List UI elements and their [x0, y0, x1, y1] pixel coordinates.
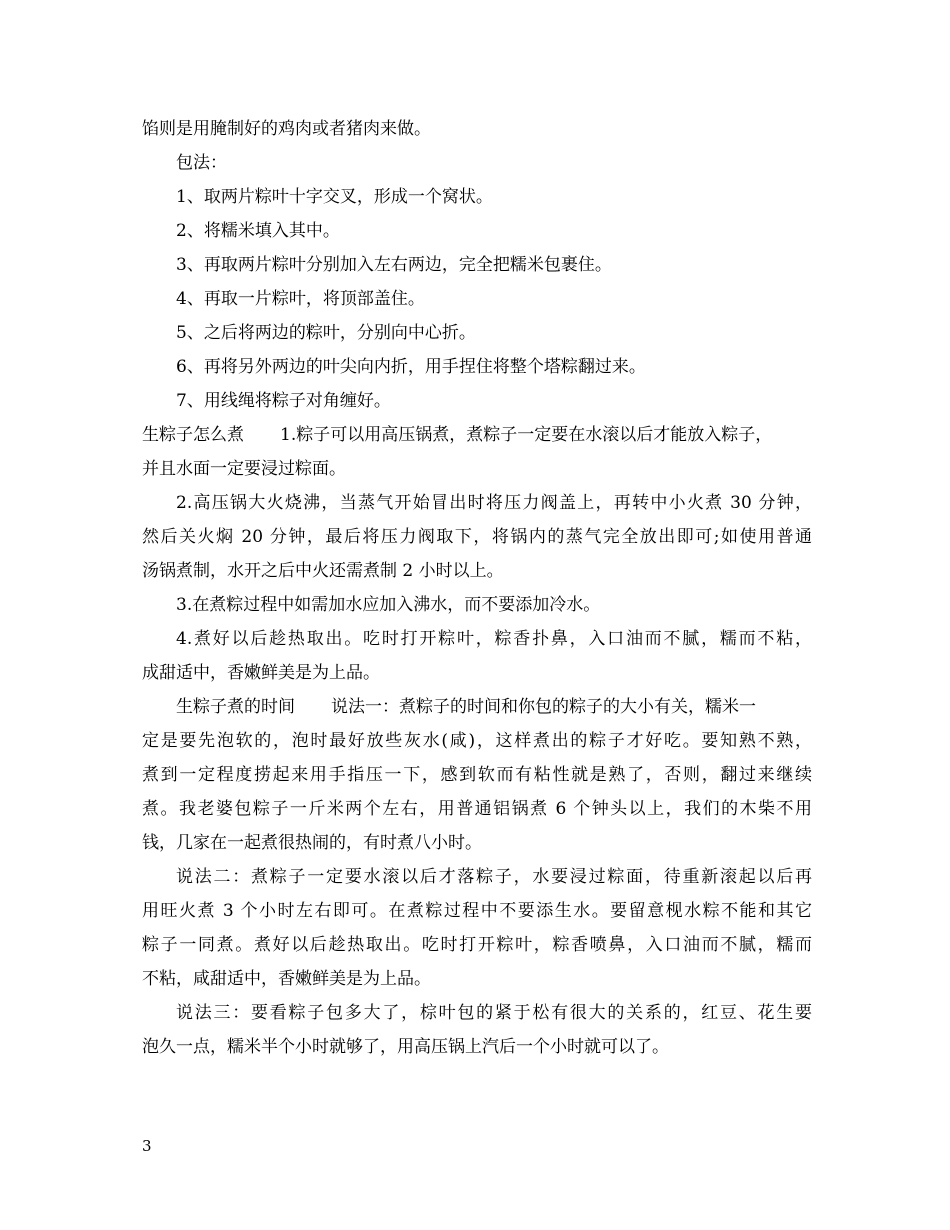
- paragraph-line: 定是要先泡软的，泡时最好放些灰水(咸)，这样煮出的粽子才好吃。要知熟不熟，: [142, 731, 812, 751]
- paragraph-line: [142, 418, 812, 452]
- paragraph-line: 汤锅煮制，水开之后中火还需煮制 2 小时以上。: [142, 561, 504, 581]
- paragraph-line: 说法三：要看粽子包多大了，棕叶包的紧于松有很大的关系的，红豆、花生要: [176, 1003, 812, 1023]
- paragraph-line: 用旺火煮 3 个小时左右即可。在煮粽过程中不要添生水。要留意枧水粽不能和其它: [142, 901, 812, 921]
- paragraph-line: 煮。我老婆包粽子一斤米两个左右，用普通铝锅煮 6 个钟头以上，我们的木柴不用: [142, 799, 812, 819]
- section-heading-cooking: 生粽子怎么煮: [142, 425, 244, 445]
- paragraph-line: 钱，几家在一起煮很热闹的，有时煮八小时。: [142, 833, 482, 853]
- paragraph-line: 然后关火焖 20 分钟，最后将压力阀取下，将锅内的蒸气完全放出即可;如使用普通: [142, 527, 812, 547]
- step-2: 2、将糯米填入其中。: [176, 221, 340, 241]
- paragraph-text: 说法一：煮粽子的时间和你包的粽子的大小有关，糯米一: [331, 697, 756, 717]
- paragraph-line: 2.高压锅大火烧沸，当蒸气开始冒出时将压力阀盖上，再转中小火煮 30 分钟，: [176, 493, 812, 513]
- step-1: 1、取两片粽叶十字交叉，形成一个窝状。: [176, 187, 493, 207]
- paragraph-line: [142, 690, 812, 724]
- step-6: 6、再将另外两边的叶尖向内折，用手捏住将整个塔粽翻过来。: [176, 357, 646, 377]
- paragraph-line: 4.煮好以后趁热取出。吃时打开粽叶，粽香扑鼻，入口油而不腻，糯而不粘，: [176, 629, 812, 649]
- step-3: 3、再取两片粽叶分别加入左右两边，完全把糯米包裹住。: [176, 255, 612, 275]
- document-body: [142, 112, 812, 1064]
- paragraph-line: 泡久一点，糯米半个小时就够了，用高压锅上汽后一个小时就可以了。: [142, 1037, 669, 1057]
- paragraph-line: 3.在煮粽过程中如需加水应加入沸水，而不要添加冷水。: [176, 595, 601, 615]
- paragraph-line: 馅则是用腌制好的鸡肉或者猪肉来做。: [142, 119, 431, 139]
- paragraph-line: 煮到一定程度捞起来用手指压一下，感到软而有粘性就是熟了，否则，翻过来继续: [142, 765, 812, 785]
- step-7: 7、用线绳将粽子对角缠好。: [176, 391, 391, 411]
- paragraph-line: 成甜适中，香嫩鲜美是为上品。: [142, 663, 380, 683]
- paragraph-line: 说法二：煮粽子一定要水滚以后才落粽子，水要浸过粽面，待重新滚起以后再: [176, 867, 812, 887]
- paragraph-line: 粽子一同煮。煮好以后趁热取出。吃时打开粽叶，粽香喷鼻，入口油而不腻，糯而: [142, 935, 812, 955]
- paragraph-text: 1.粽子可以用高压锅煮，煮粽子一定要在水滚以后才能放入粽子，: [280, 425, 773, 445]
- section-heading-wrapping: 包法：: [176, 153, 227, 173]
- section-heading-cooking-time: 生粽子煮的时间: [176, 697, 295, 717]
- paragraph-line: 不粘，咸甜适中，香嫩鲜美是为上品。: [142, 969, 431, 989]
- page-number: 3: [142, 1137, 152, 1155]
- step-5: 5、之后将两边的粽叶，分别向中心折。: [176, 323, 476, 343]
- paragraph-line: 并且水面一定要浸过粽面。: [142, 459, 346, 479]
- step-4: 4、再取一片粽叶，将顶部盖住。: [176, 289, 425, 309]
